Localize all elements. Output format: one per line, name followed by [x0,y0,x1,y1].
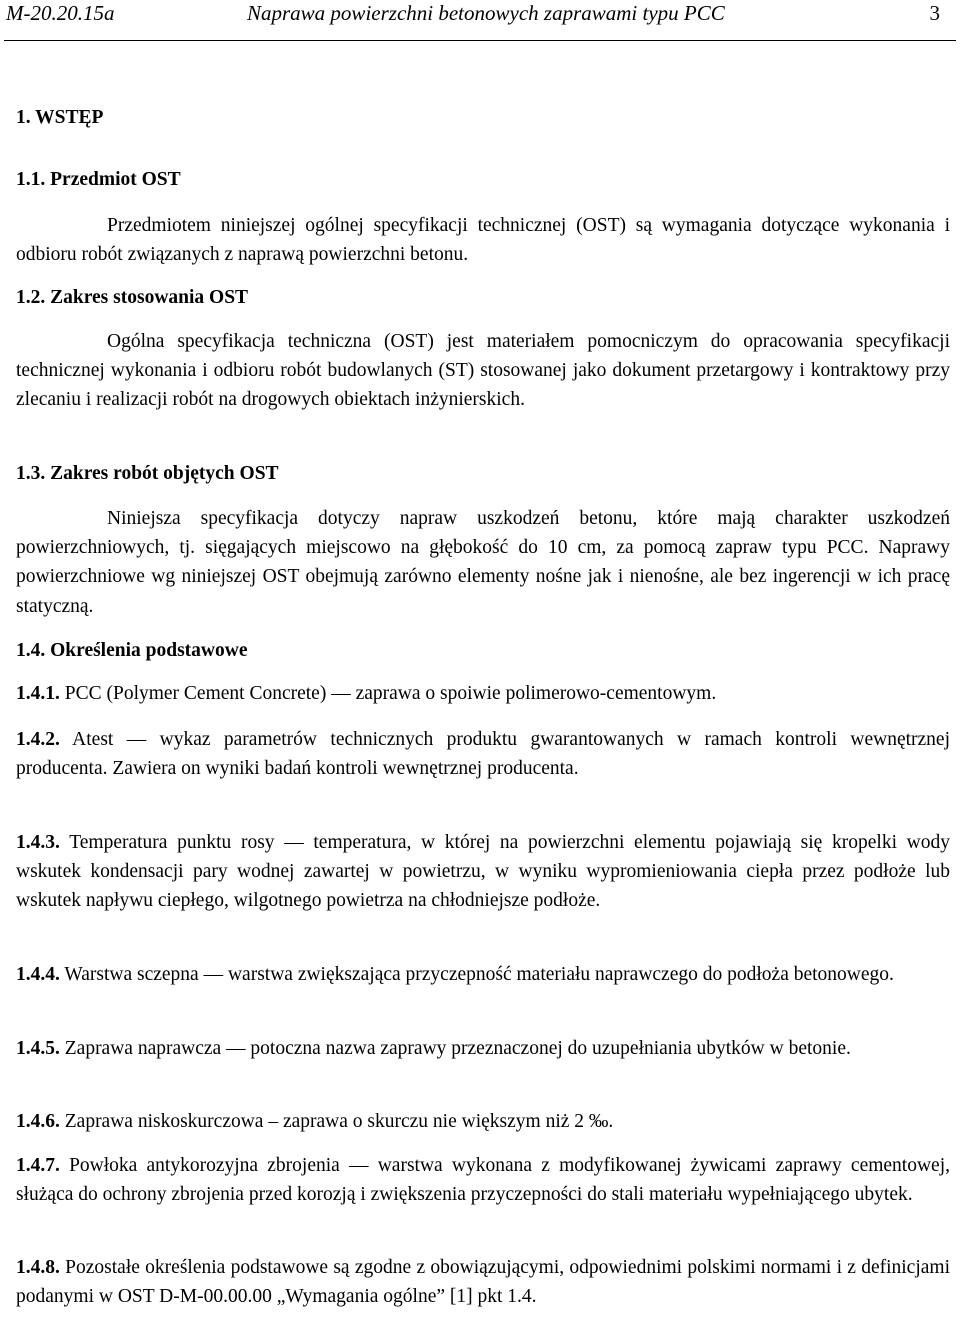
definition-1-4-3 [16,828,950,916]
paragraph-1-1: Przedmiotem niniejszej ogólnej specyfikacji technicznej (OST) są wymagania dotyczące wykonania i odbioru robót związanych z naprawą powierzchni betonu. [16,215,950,266]
definition-number: 1.4.6. [16,1111,60,1132]
page-header [6,0,946,28]
definition-text: PCC (Polymer Cement Concrete) — zaprawa o spoiwie polimerowo-cementowym. [59,683,717,704]
definition-1-4-5 [16,1034,950,1063]
definition-1-4-4 [16,960,950,989]
definition-1-4-6 [16,1110,613,1134]
definition-text: Pozostałe określenia podstawowe są zgodne z obowiązującymi, odpowiednimi polskimi normami i z definicjami podanymi w OST D-M-00.00.00 „Wymagania ogólne” [1] pkt 1.4. [16,1257,950,1308]
section-heading-1-2: 1.2. Zakres stosowania OST [16,287,249,308]
definition-number: 1.4.5. [16,1038,60,1059]
page-number: 3 [929,1,940,25]
document-title: Naprawa powierzchni betonowych zaprawami typu PCC [247,1,725,25]
definition-number: 1.4.3. [16,832,60,853]
paragraph-1-3: Niniejsza specyfikacja dotyczy napraw uszkodzeń betonu, które mają charakter uszkodzeń powierzchniowych, tj. sięgających miejscowo na głębokość do 10 cm, za pomocą zapraw typu PCC. Naprawy powierzchniowe wg niniejszej OST obejmują zarówno elementy nośne jak i nienośne, ale bez ingerencji w ich pracę statyczną. [16,508,950,617]
paragraph-1-2: Ogólna specyfikacja techniczna (OST) jest materiałem pomocniczym do opracowania specyfikacji technicznej wykonania i odbioru robót budowlanych (ST) stosowanej jako dokument przetargowy i kontraktowy przy zlecaniu i realizacji robót na drogowych obiektach inżynierskich. [16,331,950,411]
definition-1-4-7 [16,1151,950,1209]
section-heading-1: 1. WSTĘP [16,107,104,128]
definition-number: 1.4.1. [16,683,60,704]
definition-1-4-1 [16,682,716,706]
definition-1-4-8 [16,1253,950,1311]
definition-number: 1.4.2. [16,729,60,750]
document-code: M-20.20.15a [6,1,115,25]
definition-text: Atest — wykaz parametrów technicznych produktu gwarantowanych w ramach kontroli wewnętrznej producenta. Zawiera on wyniki badań kontroli wewnętrznej producenta. [16,729,950,780]
definition-1-4-2 [16,725,950,783]
section-heading-1-3: 1.3. Zakres robót objętych OST [16,463,279,484]
definition-text: Warstwa sczepna — warstwa zwiększająca przyczepność materiału naprawczego do podłoża betonowego. [59,964,894,985]
definition-text: Zaprawa naprawcza — potoczna nazwa zaprawy przeznaczonej do uzupełniania ubytków w betonie. [59,1038,851,1059]
definition-number: 1.4.4. [16,964,60,985]
section-heading-1-4: 1.4. Określenia podstawowe [16,640,248,661]
header-divider [4,40,956,41]
definition-number: 1.4.7. [16,1155,60,1176]
definition-text: Temperatura punktu rosy — temperatura, w której na powierzchni elementu pojawiają się kropelki wody wskutek kondensacji pary wodnej zawartej w powietrzu, w wyniku wypromieniowania ciepła przez podłoże lub wskutek napływu ciepłego, wilgotnego powietrza na chłodniejsze podłoże. [16,832,950,912]
section-heading-1-1: 1.1. Przedmiot OST [16,169,181,190]
definition-text: Zaprawa niskoskurczowa – zaprawa o skurczu nie większym niż 2 ‰. [59,1111,614,1132]
definition-number: 1.4.8. [16,1257,60,1278]
definition-text: Powłoka antykorozyjna zbrojenia — warstwa wykonana z modyfikowanej żywicami zaprawy cementowej, służąca do ochrony zbrojenia przed korozją i zwiększenia przyczepności do stali materiału wypełniającego ubytek. [16,1155,950,1206]
